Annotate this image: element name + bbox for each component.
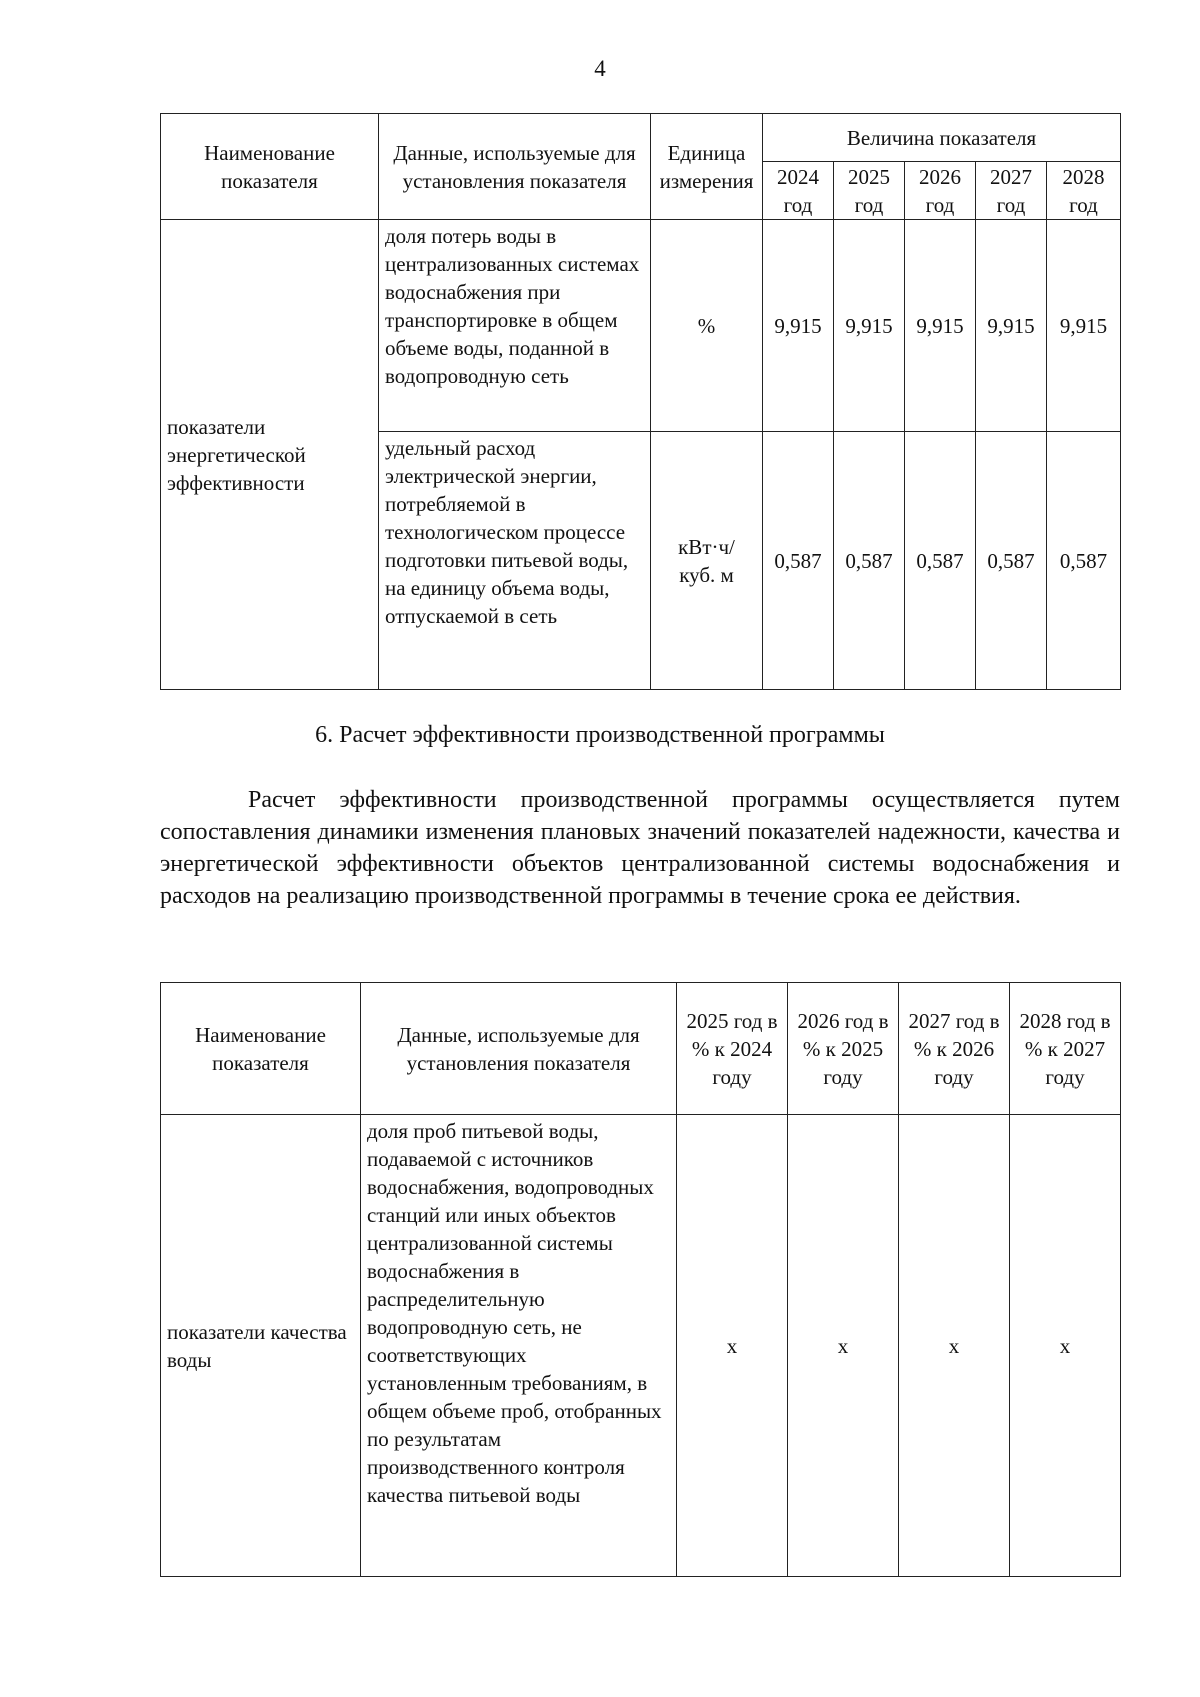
header-period: 2028 год в % к 2027 году bbox=[1010, 983, 1121, 1115]
indicator-value: 0,587 bbox=[976, 432, 1047, 690]
header-year: 2028 год bbox=[1047, 162, 1121, 220]
section-heading: 6. Расчет эффективности производственной программы bbox=[315, 722, 885, 748]
header-unit: Единица измерения bbox=[651, 114, 763, 220]
indicators-table bbox=[160, 113, 1121, 690]
header-period: 2027 год в % к 2026 году bbox=[899, 983, 1010, 1115]
header-year: 2025 год bbox=[834, 162, 905, 220]
indicator-data-text: удельный расход электрической энергии, потребляемой в технологическом процессе подготовки питьевой воды, на единицу объема воды, отпускаемой в сеть bbox=[379, 432, 651, 690]
indicator-value: 9,915 bbox=[1047, 220, 1121, 432]
indicator-data-text: доля потерь воды в централизованных системах водоснабжения при транспортировке в общем объеме воды, поданной в водопроводную сеть bbox=[379, 220, 651, 432]
header-indicator-name: Наименование показателя bbox=[161, 983, 361, 1115]
header-period: 2025 год в % к 2024 году bbox=[677, 983, 788, 1115]
header-indicator-data: Данные, используемые для установления показателя bbox=[379, 114, 651, 220]
indicator-value: 9,915 bbox=[905, 220, 976, 432]
indicator-value: 0,587 bbox=[905, 432, 976, 690]
indicator-value: 9,915 bbox=[763, 220, 834, 432]
indicator-value: 0,587 bbox=[1047, 432, 1121, 690]
indicator-data-text: доля проб питьевой воды, подаваемой с источников водоснабжения, водопроводных станций или иных объектов централизованной системы водоснабжения в распределительную водопроводную сеть, не соответствующих установленным требованиям, в общем объеме проб, отобранных по результатам производственного контроля качества питьевой воды bbox=[361, 1115, 677, 1577]
indicator-value: 9,915 bbox=[976, 220, 1047, 432]
page-number: 4 bbox=[594, 56, 606, 81]
body-paragraph: Расчет эффективности производственной программы осуществляется путем сопоставления динамики изменения плановых значений показателей надежности, качества и энергетической эффективности объектов централизованной системы водоснабжения и расходов на реализацию производственной программы в течение срока ее действия. bbox=[160, 787, 1120, 909]
indicator-value: х bbox=[788, 1115, 899, 1577]
indicator-unit: кВт·ч/ куб. м bbox=[651, 432, 763, 690]
efficiency-table bbox=[160, 982, 1121, 1577]
indicator-value: 0,587 bbox=[763, 432, 834, 690]
header-indicator-value: Величина показателя bbox=[763, 114, 1121, 162]
header-year: 2027 год bbox=[976, 162, 1047, 220]
header-indicator-name: Наименование показателя bbox=[161, 114, 379, 220]
indicator-value: х bbox=[677, 1115, 788, 1577]
indicator-value: 9,915 bbox=[834, 220, 905, 432]
header-year: 2026 год bbox=[905, 162, 976, 220]
header-year: 2024 год bbox=[763, 162, 834, 220]
indicator-group-name: показатели энергетической эффективности bbox=[161, 220, 379, 690]
indicator-unit: % bbox=[651, 220, 763, 432]
indicator-value: 0,587 bbox=[834, 432, 905, 690]
header-period: 2026 год в % к 2025 году bbox=[788, 983, 899, 1115]
indicator-group-name: показатели качества воды bbox=[161, 1115, 361, 1577]
indicator-value: х bbox=[899, 1115, 1010, 1577]
header-indicator-data: Данные, используемые для установления показателя bbox=[361, 983, 677, 1115]
indicator-value: х bbox=[1010, 1115, 1121, 1577]
